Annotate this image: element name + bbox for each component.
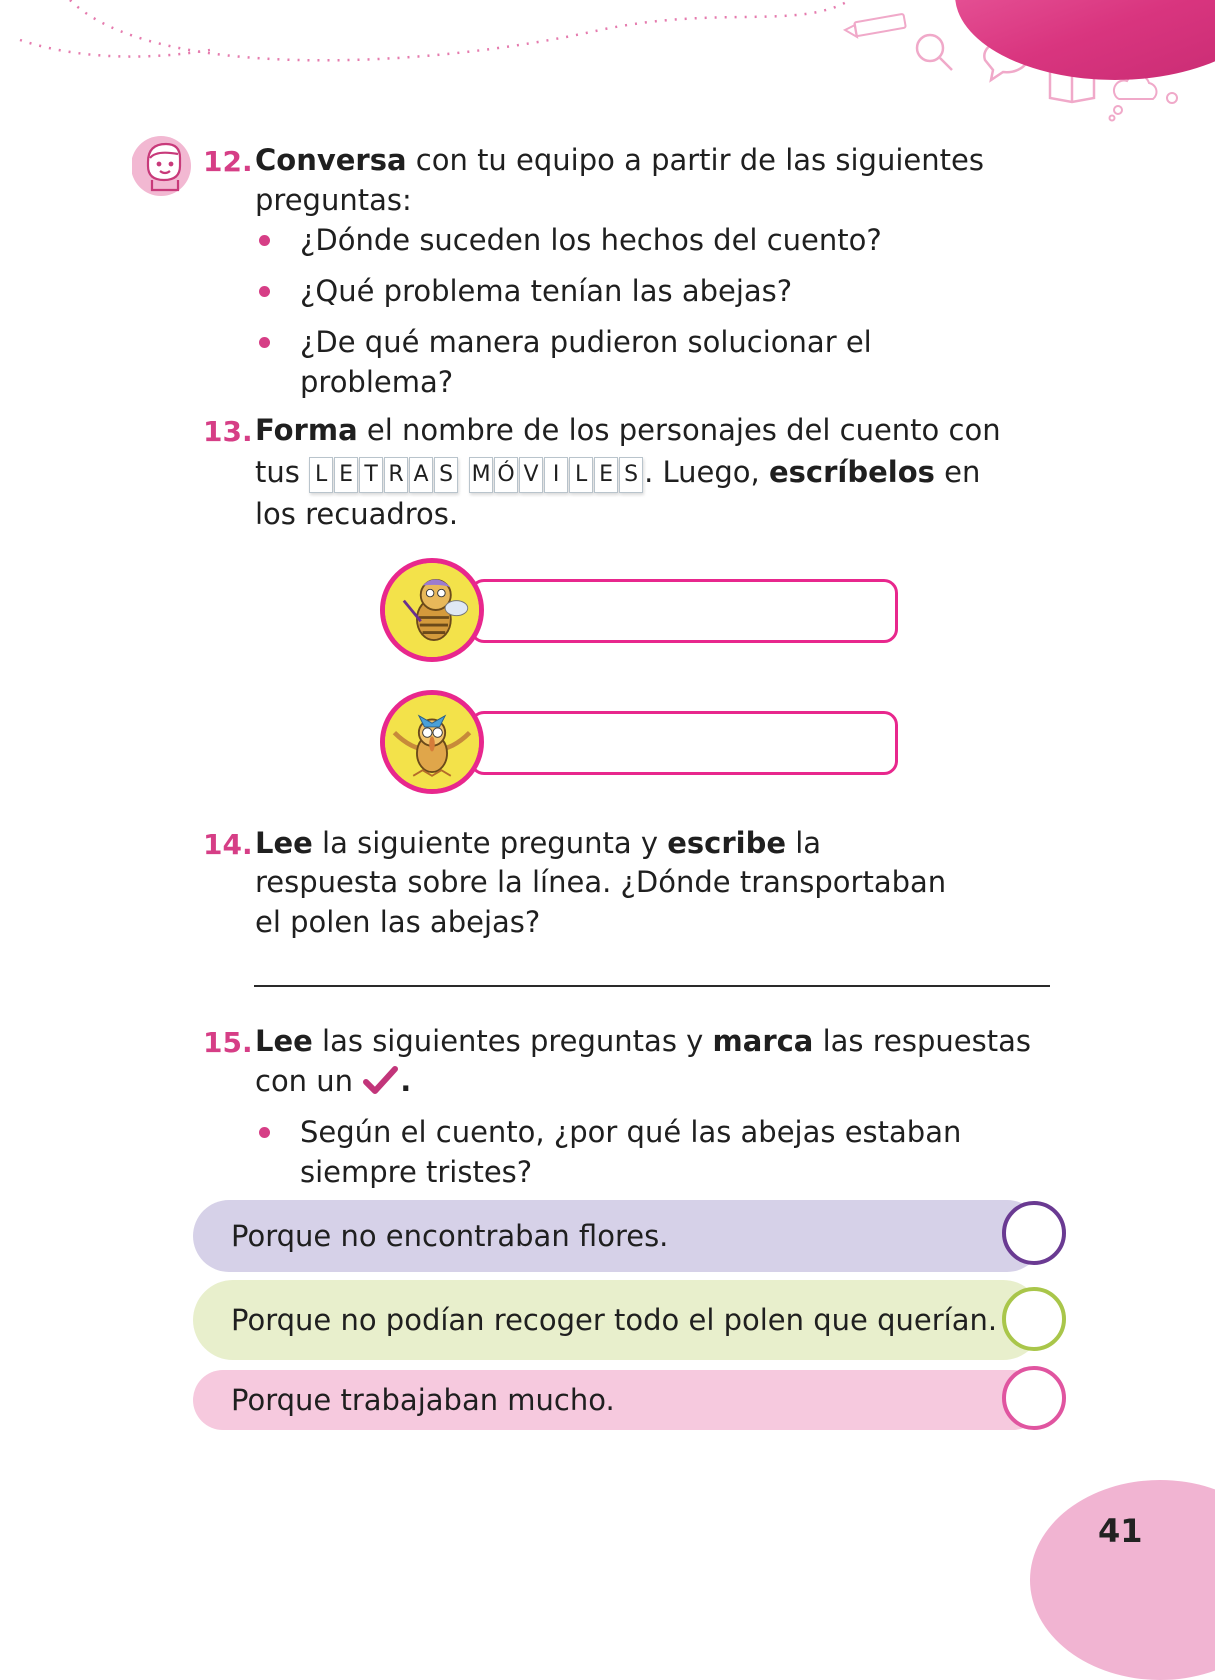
option-1-checkbox[interactable] [1002, 1201, 1066, 1265]
q12-bullet-3: ¿De qué manera pudieron solucionar el problema? [300, 325, 872, 399]
q12-number: 12. [203, 145, 253, 178]
q15-text: las siguientes preguntas y [312, 1024, 713, 1058]
bullet-dot [259, 286, 270, 297]
page-number-badge [1030, 1480, 1215, 1680]
option-3 [193, 1370, 1043, 1430]
thought-cloud-icon [1110, 75, 1178, 121]
bullet-dot [259, 337, 270, 348]
q13-line2 [255, 452, 1085, 495]
bullet-dot [259, 1127, 270, 1138]
q13-text: en [934, 455, 981, 489]
team-talk-icon [132, 134, 196, 198]
letter-tile: A [409, 457, 433, 493]
option-3-checkbox[interactable] [1002, 1366, 1066, 1430]
q12-instruction: con tu equipo a partir de las siguientes preguntas: [255, 143, 984, 217]
letter-tile: R [384, 457, 408, 493]
q15-bullet: Según el cuento, ¿por qué las abejas estaban siempre tristes? [300, 1115, 962, 1189]
option-3-label: Porque trabajaban mucho. [231, 1383, 615, 1417]
q14-number: 14. [203, 828, 253, 861]
q13-line3: los recuadros. [255, 497, 459, 531]
bullet-dot [259, 235, 270, 246]
option-2 [193, 1280, 1043, 1360]
q14-line1 [255, 823, 1055, 863]
magnifier-icon [917, 35, 952, 70]
q13-verb: Forma [255, 413, 358, 447]
option-1 [193, 1200, 1043, 1272]
letter-tile: E [594, 457, 618, 493]
pencil-icon [845, 14, 906, 37]
q13-verb2: escríbelos [768, 455, 935, 489]
letter-tile: L [569, 457, 593, 493]
q15-text: las respuestas [813, 1024, 1031, 1058]
q14-text: la [786, 826, 822, 860]
q13-text: tus [255, 455, 300, 489]
q12-bullet-1: ¿Dónde suceden los hechos del cuento? [300, 223, 882, 257]
letter-tile: E [334, 457, 358, 493]
q14-text: la siguiente pregunta y [312, 826, 668, 860]
q13-text: el nombre de los personajes del cuento con [357, 413, 1001, 447]
letter-tile: I [544, 457, 568, 493]
q14-line2: respuesta sobre la línea. ¿Dónde transportaban [255, 865, 947, 899]
letter-tile: V [519, 457, 543, 493]
q14-line3: el polen las abejas? [255, 905, 541, 939]
q12-bullet-2: ¿Qué problema tenían las abejas? [300, 274, 793, 308]
letter-tile: S [434, 457, 458, 493]
name-box-1[interactable] [470, 579, 898, 643]
letter-tile: L [309, 457, 333, 493]
q15-line2: con un . [255, 1064, 412, 1098]
q15-line1 [255, 1021, 1085, 1061]
page-number: 41 [1098, 1512, 1143, 1550]
option-2-checkbox[interactable] [1002, 1287, 1066, 1351]
checkmark-icon [362, 1065, 400, 1097]
letter-tile: M [469, 457, 493, 493]
q13-line1 [255, 410, 1075, 450]
character-bee-1-image [380, 558, 484, 662]
letter-tile: S [619, 457, 643, 493]
answer-line[interactable] [254, 985, 1050, 987]
option-2-label: Porque no podían recoger todo el polen que querían. [231, 1303, 998, 1337]
q12-text [255, 140, 1055, 220]
q12-verb: Conversa [255, 143, 407, 177]
q14-verb: Lee [255, 826, 313, 860]
character-bee-2-image [380, 690, 484, 794]
q15-number: 15. [203, 1026, 253, 1059]
q15-verb: Lee [255, 1024, 313, 1058]
letter-tile: T [359, 457, 383, 493]
q15-verb2: marca [712, 1024, 814, 1058]
letter-tile: Ó [494, 457, 518, 493]
q13-number: 13. [203, 415, 253, 448]
name-box-2[interactable] [470, 711, 898, 775]
q13-text: . Luego, [644, 455, 769, 489]
q15-text: con un [255, 1064, 354, 1098]
q14-verb2: escribe [667, 826, 786, 860]
letter-tiles [309, 451, 644, 493]
option-1-label: Porque no encontraban flores. [231, 1219, 669, 1253]
